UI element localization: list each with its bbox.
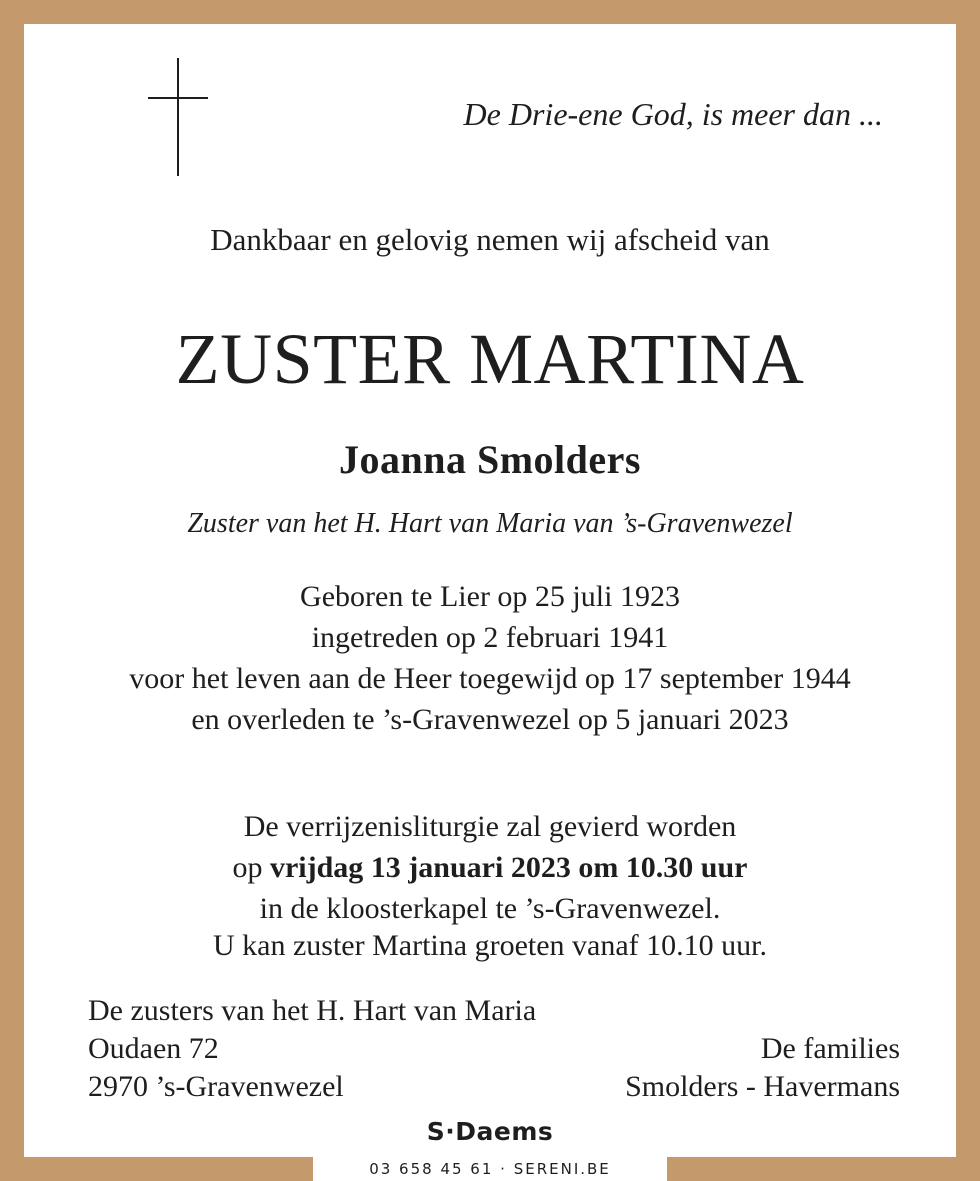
congregation: Zuster van het H. Hart van Maria van ’s-Gravenwezel (187, 508, 793, 539)
funeral-date: vrijdag 13 januari 2023 om 10.30 uur (269, 851, 748, 884)
funeral-date-prefix: op (232, 851, 270, 884)
funeral-home-contact: 03 658 45 61 · SERENI.BE (369, 1160, 611, 1178)
sisters-name: De zusters van het H. Hart van Maria (88, 994, 537, 1027)
vows-line: voor het leven aan de Heer toegewijd op 17 september 1944 (129, 662, 851, 695)
address-city: 2970 ’s-Gravenwezel (88, 1070, 344, 1103)
cross-icon (148, 58, 208, 176)
intro-text: Dankbaar en gelovig nemen wij afscheid van (210, 222, 770, 257)
families-block (625, 1030, 900, 1106)
motto: De Drie-ene God, is meer dan ... (463, 96, 883, 132)
address-street: Oudaen 72 (88, 1032, 219, 1065)
birth-line: Geboren te Lier op 25 juli 1923 (300, 580, 680, 613)
life-details (0, 576, 980, 740)
sisters-address (88, 992, 536, 1106)
funeral-home-logo: S·Daems (426, 1117, 554, 1146)
funeral-line-3: in de kloosterkapel te ’s-Gravenwezel. (259, 892, 721, 925)
funeral-details (0, 806, 980, 929)
families-names: Smolders - Havermans (625, 1070, 900, 1103)
funeral-line-1: De verrijzenisliturgie zal gevierd worden (243, 810, 737, 843)
civil-name: Joanna Smolders (339, 437, 641, 482)
page-title: ZUSTER MARTINA (175, 319, 805, 399)
visitation-note: U kan zuster Martina groeten vanaf 10.10 uur. (213, 929, 767, 962)
death-line: en overleden te ’s-Gravenwezel op 5 januari 2023 (191, 703, 789, 736)
families-label: De families (760, 1032, 900, 1065)
cross-vertical-bar (177, 58, 179, 176)
funeral-line-2 (0, 847, 980, 888)
cross-horizontal-bar (148, 97, 208, 99)
entry-line: ingetreden op 2 februari 1941 (311, 621, 669, 654)
